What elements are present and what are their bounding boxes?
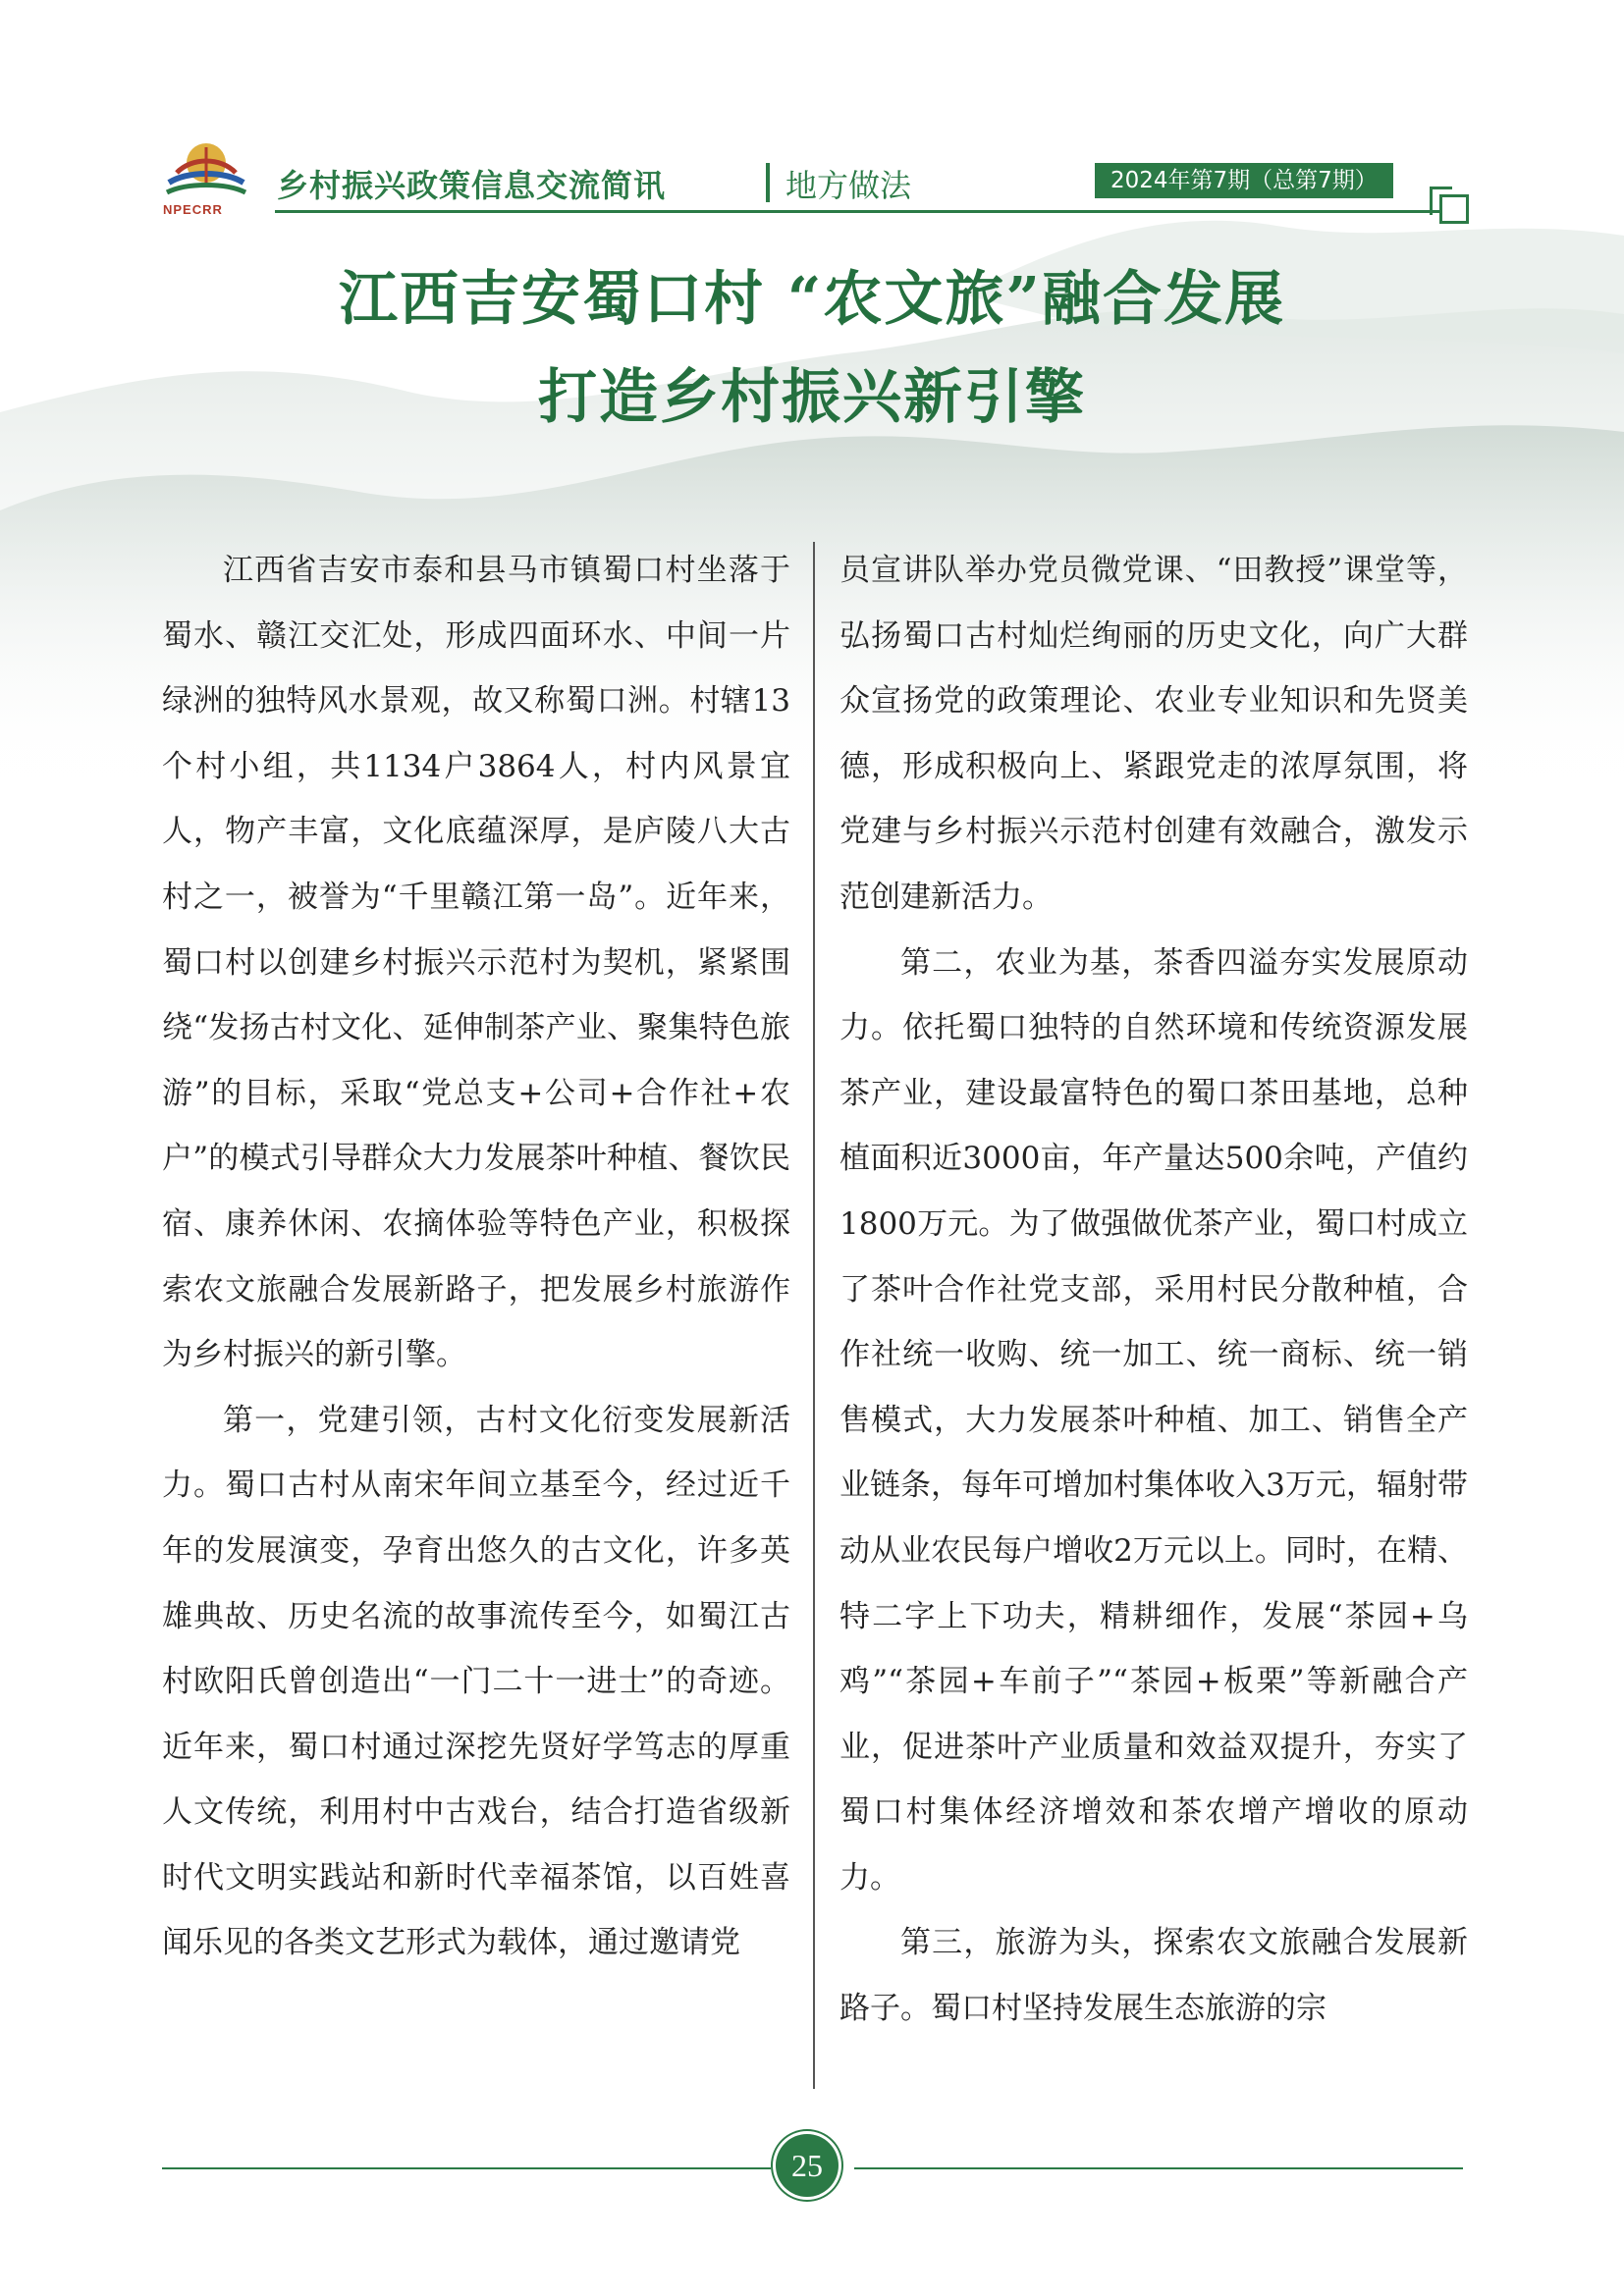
footer-rule-left [162,2167,771,2169]
corner-ornament-box [1439,194,1469,224]
footer-rule-right [854,2167,1463,2169]
paragraph: 员宣讲队举办党员微党课、“田教授”课堂等，弘扬蜀口古村灿烂绚丽的历史文化，向广大群众宣扬党的政策理论、农业专业知识和先贤美德，形成积极向上、紧跟党走的浓厚氛围，将党建与乡村振兴示范村创建有效融合，激发示范创建新活力。 [839,553,1468,915]
section-label: 地方做法 [785,167,912,204]
article-title [0,250,1624,447]
npecrr-logo-icon [157,137,255,218]
header-divider [766,163,770,202]
issue-badge: 2024年第7期（总第7期） [1095,163,1393,198]
page-number: 25 [776,2134,839,2197]
title-line-2: 打造乡村振兴新引擎 [538,363,1086,432]
page-header [157,137,1463,226]
column-divider [813,542,815,2089]
title-line-1: 江西吉安蜀口村 “农文旅”融合发展 [339,265,1285,334]
right-column [839,538,1468,2042]
paragraph: 第一，党建引领，古村文化衍变发展新活力。蜀口古村从南宋年间立基至今，经过近千年的发展演变，孕育出悠久的古文化，许多英雄典故、历史名流的故事流传至今，如蜀江古村欧阳氏曾创造出“一门二十一进士”的奇迹。近年来，蜀口村通过深挖先贤好学笃志的厚重人文传统，利用村中古戏台，结合打造省级新时代文明实践站和新时代幸福茶馆，以百姓喜闻乐见的各类文艺形式为载体，通过邀请党 [162,1402,790,1961]
paragraph: 江西省吉安市泰和县马市镇蜀口村坐落于蜀水、赣江交汇处，形成四面环水、中间一片绿洲的独特风水景观，故又称蜀口洲。村辖13个村小组，共1134户3864人，村内风景宜人，物产丰富，文化底蕴深厚，是庐陵八大古村之一，被誉为“千里赣江第一岛”。近年来，蜀口村以创建乡村振兴示范村为契机，紧紧围绕“发扬古村文化、延伸制茶产业、聚集特色旅游”的目标，采取“党总支+公司+合作社+农户”的模式引导群众大力发展茶叶种植、餐饮民宿、康养休闲、农摘体验等特色产业，积极探索农文旅融合发展新路子，把发展乡村旅游作为乡村振兴的新引擎。 [162,553,790,1373]
header-rule [275,210,1453,213]
left-column [162,538,790,1976]
publication-title: 乡村振兴政策信息交流简讯 [277,167,667,204]
logo-text: NPECRR [163,202,223,217]
paragraph: 第二，农业为基，茶香四溢夯实发展原动力。依托蜀口独特的自然环境和传统资源发展茶产业，建设最富特色的蜀口茶田基地，总种植面积近3000亩，年产量达500余吨，产值约1800万元。为了做强做优茶产业，蜀口村成立了茶叶合作社党支部，采用村民分散种植，合作社统一收购、统一加工、统一商标、统一销售模式，大力发展茶叶种植、加工、销售全产业链条，每年可增加村集体收入3万元，辐射带动从业农民每户增收2万元以上。同时，在精、特二字上下功夫，精耕细作，发展“茶园+乌鸡”“茶园+车前子”“茶园+板栗”等新融合产业，促进茶叶产业质量和效益双提升，夯实了蜀口村集体经济增效和茶农增产增收的原动力。 [839,944,1468,1896]
paragraph: 第三，旅游为头，探索农文旅融合发展新路子。蜀口村坚持发展生态旅游的宗 [839,1925,1468,2027]
